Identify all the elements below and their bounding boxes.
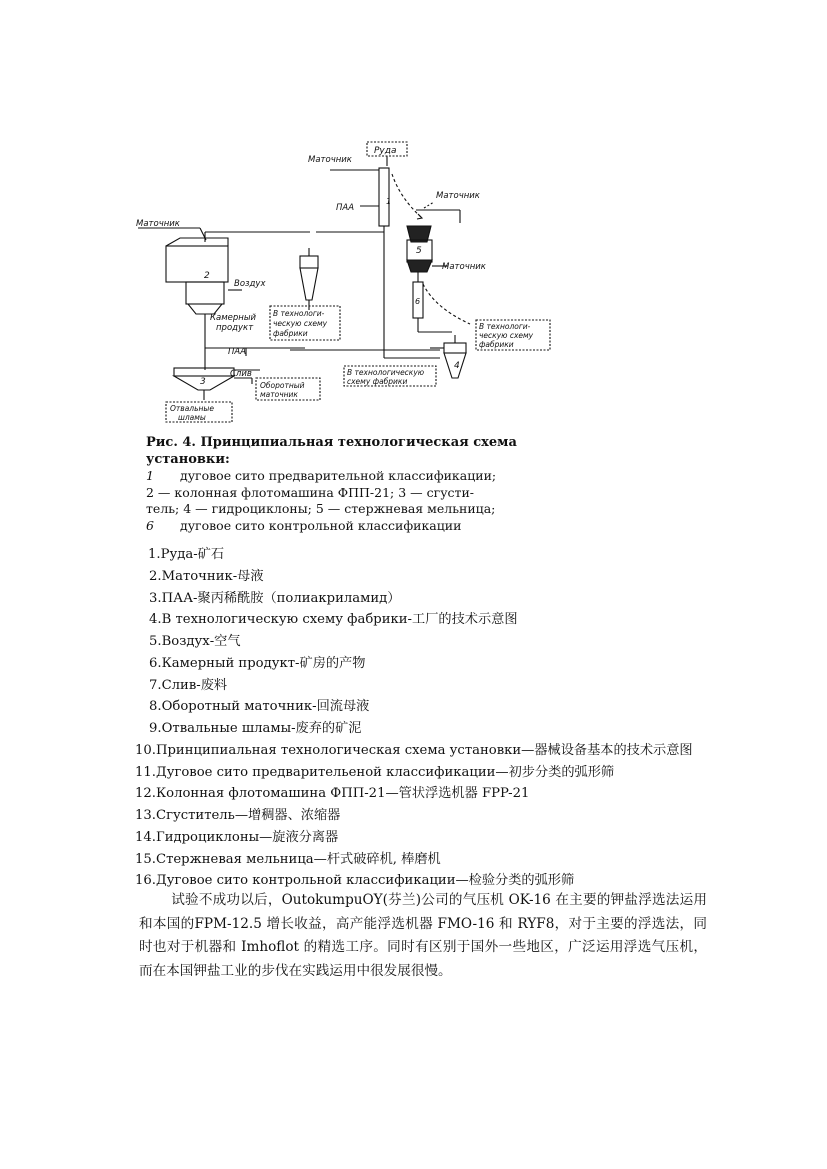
- label-n6: 6: [415, 297, 421, 306]
- legend-item: 16.Дуговое сито контрольной классификации—检验分类的弧形筛: [135, 873, 575, 888]
- label-vozdukh: Воздух: [234, 279, 266, 289]
- legend-item: 11.Дуговое сито предварительеной классификации—初步分类的弧形筛: [135, 765, 615, 780]
- caption-line-2: 2 — колонная флотомашина ФПП-21; 3 — сгусти-: [146, 484, 475, 500]
- legend-item: 1.Руда-矿石: [148, 547, 225, 562]
- box-oborotnyi-text: Оборотный маточник: [260, 381, 305, 399]
- caption-title-2: установки:: [146, 451, 230, 467]
- legend-item: 5.Воздух-空气: [149, 634, 241, 649]
- label-matochnik-right-top: Маточник: [436, 191, 480, 201]
- legend-item: 6.Камерный продукт-矿房的产物: [149, 656, 366, 671]
- label-n1: 1: [386, 197, 392, 206]
- label-n5: 5: [416, 246, 422, 256]
- label-matochnik-left: Маточник: [136, 219, 180, 229]
- body-paragraph: [139, 889, 707, 983]
- label-ruda: Руда: [374, 146, 397, 156]
- caption-line-3: тель; 4 — гидроциклоны; 5 — стержневая мельница;: [146, 501, 496, 516]
- caption-line-4: 6 дуговое сито контрольной классификации: [146, 517, 462, 533]
- caption-line-1: 1 дуговое сито предварительной классификации;: [146, 468, 497, 483]
- label-kamernyi: Камерный: [210, 313, 257, 323]
- box-tech-3-text: В технологическую схему фабрики: [347, 368, 425, 386]
- legend-item: 13.Сгуститель—增稠器、浓缩器: [135, 808, 341, 823]
- legend-item: 4.В технологическую схему фабрики-工厂的技术示意图: [149, 612, 518, 627]
- legend-item: 12.Колонная флотомашина ФПП-21—管状浮选机器 FPP-21: [135, 786, 530, 801]
- hydrocyclone-1: [300, 256, 318, 300]
- label-paa-top: ПАА: [336, 203, 355, 213]
- legend-item: 15.Стержневая мельница—杆式破碎机, 棒磨机: [135, 852, 441, 867]
- legend-item: 14.Гидроциклоны—旋液分离器: [135, 830, 339, 845]
- legend-item: 3.ПАА-聚丙稀酰胺（полиакриламид）: [149, 591, 401, 606]
- figure-caption: [146, 435, 566, 534]
- label-matochnik-right-mid: Маточник: [442, 262, 486, 272]
- legend-item: 2.Маточник-母液: [149, 569, 264, 584]
- box-tech-2-text: В технологи- ческую схему фабрики: [479, 322, 534, 349]
- label-n2: 2: [204, 271, 210, 281]
- label-paa-bottom: ПАА: [228, 347, 247, 357]
- legend-item: 7.Слив-废料: [149, 678, 228, 693]
- legend-item: 10.Принципиальная технологическая схема установки—器械设备基本的技术示意图: [135, 743, 693, 758]
- hydrocyclone-4: [444, 335, 466, 378]
- paragraph-text: 试验不成功以后，OutokumpuOY(芬兰)公司的气压机 OK-16 在主要的钾盐浮选法运用和本国的FPM-12.5 增长收益，高产能浮选机器 FMO-16 和 RYF8，对于主要的浮选法，同时也对于机器和 Imhoflot 的精选工序。同时有区别于国外一些地区，广泛运用浮选气压机，而在本国钾盐工业的步伐在实践运用中很发展很慢。: [139, 892, 707, 979]
- caption-title-1: Рис. 4. Принципиальная технологическая схема: [146, 435, 517, 450]
- label-n4: 4: [454, 361, 460, 371]
- box-tech-1-text: В технологи- ческую схему фабрики: [273, 309, 328, 338]
- legend-item: 9.Отвальные шламы-废弃的矿泥: [149, 721, 362, 736]
- column-flotation-2: [166, 238, 228, 322]
- flowsheet-diagram: [130, 138, 570, 428]
- box-otvalnye-text: Отвальные шламы: [170, 404, 214, 422]
- label-n3: 3: [200, 377, 206, 387]
- label-produkt: продукт: [216, 323, 254, 333]
- label-sliv: Слив: [230, 369, 252, 379]
- label-matochnik-top: Маточник: [308, 155, 352, 165]
- legend-item: 8.Оборотный маточник-回流母液: [149, 699, 370, 714]
